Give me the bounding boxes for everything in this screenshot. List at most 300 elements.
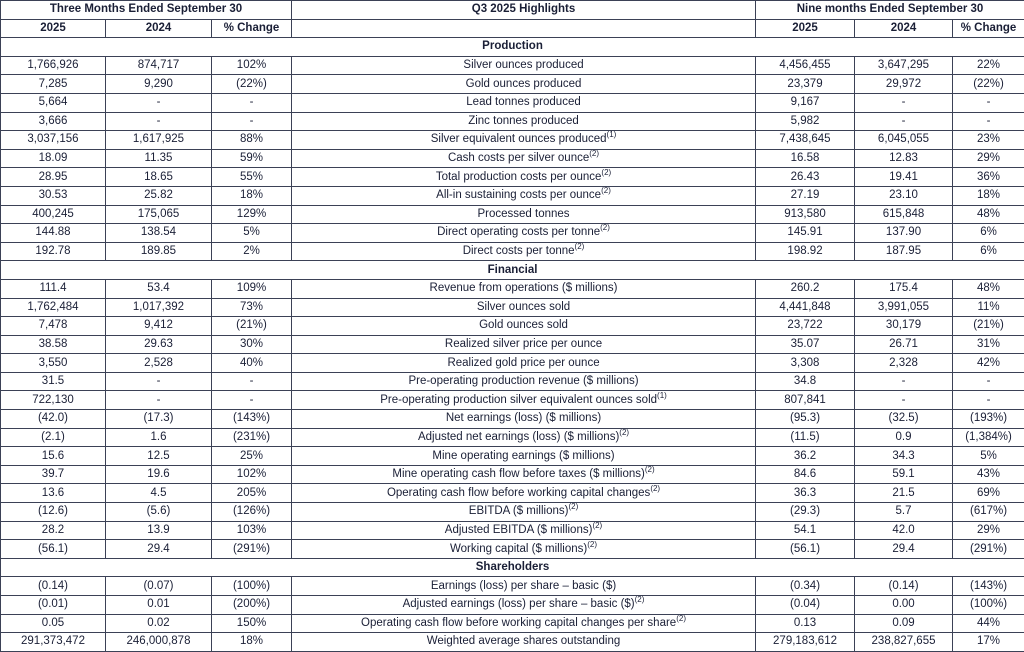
footnote-marker: (2): [650, 484, 660, 493]
metric-label-text: Mine operating cash flow before taxes ($ millions): [392, 468, 644, 480]
nine-month-2024-value: 615,848: [855, 205, 953, 224]
blank-header: [292, 19, 756, 38]
metric-label-text: Operating cash flow before working capital changes per share: [361, 617, 676, 629]
metric-label: [292, 317, 756, 336]
q3-2025-value: 144.88: [1, 224, 106, 243]
table-body: [1, 38, 1024, 652]
nine-month-2024-value: -: [855, 93, 953, 112]
nine-month-change-value: (143%): [953, 577, 1024, 596]
nine-month-2025-value: 36.2: [756, 447, 855, 466]
q3-2025-value: 39.7: [1, 465, 106, 484]
nine-month-change-value: 5%: [953, 447, 1024, 466]
nine-month-2025-value: 34.8: [756, 372, 855, 391]
q3-2024-value: 138.54: [106, 224, 212, 243]
metric-label-text: Direct operating costs per tonne: [437, 226, 600, 238]
metric-label-text: Gold ounces sold: [479, 319, 568, 331]
metric-label: [292, 224, 756, 243]
nine-month-2024-value: 2,328: [855, 354, 953, 373]
nine-month-2025-value: 913,580: [756, 205, 855, 224]
q3-2025-value: 0.05: [1, 614, 106, 633]
nine-month-change-value: -: [953, 372, 1024, 391]
nine-month-2024-value: 6,045,055: [855, 131, 953, 150]
nine-month-change-value: (21%): [953, 317, 1024, 336]
metric-label: [292, 633, 756, 652]
nine-month-change-value: (291%): [953, 540, 1024, 559]
q3-change-value: 30%: [212, 335, 292, 354]
nine-month-2024-value: (0.14): [855, 577, 953, 596]
metric-label-text: Mine operating earnings ($ millions): [432, 450, 614, 462]
nine-month-2024-value: 29.4: [855, 540, 953, 559]
table-row: [1, 112, 1024, 131]
footnote-marker: (2): [592, 521, 602, 530]
metric-label-text: Silver ounces sold: [477, 301, 570, 313]
nine-month-change-value: -: [953, 93, 1024, 112]
nine-month-change-value: -: [953, 112, 1024, 131]
q3-2024-value: 9,412: [106, 317, 212, 336]
metric-label-text: Adjusted net earnings (loss) ($ millions): [418, 431, 619, 443]
q3-2025-value: 31.5: [1, 372, 106, 391]
nine-month-2025-value: (0.34): [756, 577, 855, 596]
q3-change-value: 59%: [212, 149, 292, 168]
nine-month-2024-value: 187.95: [855, 242, 953, 261]
q3-2024-value: (0.07): [106, 577, 212, 596]
nine-month-change-value: 48%: [953, 279, 1024, 298]
q3-change-value: 18%: [212, 633, 292, 652]
q3-change-value: -: [212, 372, 292, 391]
q3-change-value: (126%): [212, 503, 292, 522]
metric-label-text: Working capital ($ millions): [450, 543, 587, 555]
metric-label-text: Realized gold price per ounce: [447, 357, 599, 369]
metric-label-text: Silver equivalent ounces produced: [431, 133, 607, 145]
highlights-header: Q3 2025 Highlights: [292, 1, 756, 20]
q3-2025-value: 15.6: [1, 447, 106, 466]
nine-month-2024-value: -: [855, 112, 953, 131]
q3-change-value: 103%: [212, 521, 292, 540]
nine-month-change-value: 69%: [953, 484, 1024, 503]
nine-month-2025-value: 23,379: [756, 75, 855, 94]
q3-2025-value: 18.09: [1, 149, 106, 168]
nine-month-2024-value: 0.9: [855, 428, 953, 447]
metric-label-text: Silver ounces produced: [463, 59, 583, 71]
q3-change-value: -: [212, 112, 292, 131]
table-row: [1, 596, 1024, 615]
q3-change-value: 5%: [212, 224, 292, 243]
table-row: [1, 317, 1024, 336]
nine-month-2025-value: 260.2: [756, 279, 855, 298]
section-title: Production: [1, 38, 1024, 57]
footnote-marker: (2): [600, 224, 610, 233]
q3-2025-value: (0.14): [1, 577, 106, 596]
metric-label-text: EBITDA ($ millions): [469, 505, 569, 517]
table-row: [1, 484, 1024, 503]
table-row: [1, 56, 1024, 75]
metric-label: [292, 93, 756, 112]
nine-month-2024-value: 12.83: [855, 149, 953, 168]
q-2024-header: 2024: [106, 19, 212, 38]
q3-2024-value: 9,290: [106, 75, 212, 94]
q3-2024-value: 2,528: [106, 354, 212, 373]
nine-month-2025-value: 198.92: [756, 242, 855, 261]
q3-change-value: 40%: [212, 354, 292, 373]
footnote-marker: (2): [619, 428, 629, 437]
metric-label: [292, 391, 756, 410]
n-change-header: % Change: [953, 19, 1024, 38]
nine-month-2025-value: (56.1): [756, 540, 855, 559]
nine-month-2025-value: 145.91: [756, 224, 855, 243]
nine-months-header: Nine months Ended September 30: [756, 1, 1024, 20]
nine-month-2024-value: 59.1: [855, 465, 953, 484]
nine-month-2024-value: (32.5): [855, 410, 953, 429]
metric-label: [292, 131, 756, 150]
nine-month-change-value: 29%: [953, 149, 1024, 168]
footnote-marker: (2): [601, 168, 611, 177]
table-row: [1, 93, 1024, 112]
table-row: [1, 224, 1024, 243]
q3-2024-value: -: [106, 93, 212, 112]
nine-month-2024-value: 30,179: [855, 317, 953, 336]
q3-2025-value: (42.0): [1, 410, 106, 429]
q3-2025-value: 1,766,926: [1, 56, 106, 75]
q3-2025-value: 7,285: [1, 75, 106, 94]
nine-month-change-value: 36%: [953, 168, 1024, 187]
nine-month-2024-value: 21.5: [855, 484, 953, 503]
metric-label: [292, 205, 756, 224]
header-row-periods: [1, 1, 1024, 20]
q3-2024-value: 19.6: [106, 465, 212, 484]
table-row: [1, 410, 1024, 429]
q3-change-value: (291%): [212, 540, 292, 559]
table-row: [1, 298, 1024, 317]
section-row: [1, 261, 1024, 280]
metric-label-text: Adjusted EBITDA ($ millions): [445, 524, 593, 536]
table-row: [1, 428, 1024, 447]
q3-2025-value: (0.01): [1, 596, 106, 615]
metric-label-text: Realized silver price per ounce: [445, 338, 602, 350]
nine-month-2025-value: 4,456,455: [756, 56, 855, 75]
q3-2024-value: 12.5: [106, 447, 212, 466]
q3-2024-value: 0.02: [106, 614, 212, 633]
nine-month-change-value: 42%: [953, 354, 1024, 373]
metric-label: [292, 372, 756, 391]
metric-label: [292, 75, 756, 94]
nine-month-change-value: 48%: [953, 205, 1024, 224]
nine-month-change-value: -: [953, 391, 1024, 410]
table-row: [1, 149, 1024, 168]
footnote-marker: (2): [601, 186, 611, 195]
nine-month-2025-value: 23,722: [756, 317, 855, 336]
nine-month-2025-value: 5,982: [756, 112, 855, 131]
metric-label-text: All-in sustaining costs per ounce: [436, 189, 601, 201]
metric-label: [292, 186, 756, 205]
nine-month-2025-value: 16.58: [756, 149, 855, 168]
q3-2025-value: 13.6: [1, 484, 106, 503]
nine-month-2024-value: 3,647,295: [855, 56, 953, 75]
three-months-header: Three Months Ended September 30: [1, 1, 292, 20]
nine-month-2024-value: 0.00: [855, 596, 953, 615]
nine-month-2024-value: 42.0: [855, 521, 953, 540]
metric-label: [292, 577, 756, 596]
nine-month-2025-value: 807,841: [756, 391, 855, 410]
q3-2025-value: 3,037,156: [1, 131, 106, 150]
footnote-marker: (1): [607, 131, 617, 140]
nine-month-2025-value: 9,167: [756, 93, 855, 112]
section-title: Financial: [1, 261, 1024, 280]
footnote-marker: (2): [589, 149, 599, 158]
q3-change-value: 2%: [212, 242, 292, 261]
q3-2024-value: 11.35: [106, 149, 212, 168]
q3-2025-value: 5,664: [1, 93, 106, 112]
table-row: [1, 354, 1024, 373]
metric-label: [292, 168, 756, 187]
nine-month-2024-value: 175.4: [855, 279, 953, 298]
q3-change-value: (231%): [212, 428, 292, 447]
metric-label-text: Processed tonnes: [477, 208, 569, 220]
metric-label: [292, 540, 756, 559]
table-row: [1, 521, 1024, 540]
q3-change-value: (100%): [212, 577, 292, 596]
q3-2024-value: 0.01: [106, 596, 212, 615]
q3-2025-value: 400,245: [1, 205, 106, 224]
metric-label-text: Operating cash flow before working capital changes: [387, 487, 650, 499]
nine-month-2025-value: 84.6: [756, 465, 855, 484]
table-row: [1, 186, 1024, 205]
nine-month-2024-value: 3,991,055: [855, 298, 953, 317]
q3-2025-value: 38.58: [1, 335, 106, 354]
nine-month-change-value: 6%: [953, 242, 1024, 261]
table-row: [1, 577, 1024, 596]
table-row: [1, 633, 1024, 652]
metric-label: [292, 354, 756, 373]
nine-month-change-value: 18%: [953, 186, 1024, 205]
nine-month-2025-value: (29.3): [756, 503, 855, 522]
table-row: [1, 242, 1024, 261]
q3-change-value: (21%): [212, 317, 292, 336]
q3-2025-value: 3,666: [1, 112, 106, 131]
table-row: [1, 447, 1024, 466]
q-2025-header: 2025: [1, 19, 106, 38]
header-row-years: [1, 19, 1024, 38]
q3-2025-value: 28.95: [1, 168, 106, 187]
footnote-marker: (2): [575, 242, 585, 251]
nine-month-change-value: (100%): [953, 596, 1024, 615]
q3-2024-value: 29.4: [106, 540, 212, 559]
metric-label-text: Adjusted earnings (loss) per share – basic ($): [403, 598, 635, 610]
nine-month-2025-value: 36.3: [756, 484, 855, 503]
q3-change-value: 55%: [212, 168, 292, 187]
q3-2025-value: (2.1): [1, 428, 106, 447]
nine-month-change-value: (193%): [953, 410, 1024, 429]
nine-month-2024-value: 26.71: [855, 335, 953, 354]
q3-change-value: 25%: [212, 447, 292, 466]
q3-change-value: 150%: [212, 614, 292, 633]
q3-change-value: -: [212, 93, 292, 112]
metric-label: [292, 465, 756, 484]
metric-label: [292, 447, 756, 466]
metric-label: [292, 503, 756, 522]
q3-2025-value: 28.2: [1, 521, 106, 540]
nine-month-2025-value: 7,438,645: [756, 131, 855, 150]
q3-change-value: 88%: [212, 131, 292, 150]
nine-month-2024-value: 29,972: [855, 75, 953, 94]
nine-month-2024-value: -: [855, 391, 953, 410]
q3-2024-value: (5.6): [106, 503, 212, 522]
nine-month-change-value: 17%: [953, 633, 1024, 652]
q3-2025-value: 3,550: [1, 354, 106, 373]
q3-2024-value: 53.4: [106, 279, 212, 298]
nine-month-2025-value: 279,183,612: [756, 633, 855, 652]
section-title: Shareholders: [1, 558, 1024, 577]
metric-label: [292, 614, 756, 633]
table-row: [1, 503, 1024, 522]
q3-2024-value: 874,717: [106, 56, 212, 75]
nine-month-change-value: 11%: [953, 298, 1024, 317]
q3-2025-value: 7,478: [1, 317, 106, 336]
metric-label-text: Direct costs per tonne: [463, 245, 575, 257]
nine-month-2025-value: (95.3): [756, 410, 855, 429]
q3-2025-value: 192.78: [1, 242, 106, 261]
nine-month-change-value: (1,384%): [953, 428, 1024, 447]
q3-change-value: (22%): [212, 75, 292, 94]
nine-month-2025-value: 3,308: [756, 354, 855, 373]
q3-2025-value: 111.4: [1, 279, 106, 298]
table-row: [1, 75, 1024, 94]
nine-month-2025-value: 54.1: [756, 521, 855, 540]
table-row: [1, 335, 1024, 354]
nine-month-2025-value: (11.5): [756, 428, 855, 447]
q3-2024-value: 246,000,878: [106, 633, 212, 652]
footnote-marker: (2): [568, 503, 578, 512]
metric-label-text: Pre-operating production revenue ($ millions): [408, 375, 638, 387]
metric-label: [292, 521, 756, 540]
nine-month-change-value: 29%: [953, 521, 1024, 540]
metric-label-text: Earnings (loss) per share – basic ($): [431, 580, 616, 592]
table-header: [1, 1, 1024, 38]
metric-label-text: Pre-operating production silver equivalent ounces sold: [380, 394, 657, 406]
q3-2024-value: 18.65: [106, 168, 212, 187]
section-row: [1, 38, 1024, 57]
q3-2024-value: 175,065: [106, 205, 212, 224]
q3-2025-value: 1,762,484: [1, 298, 106, 317]
q3-2025-value: 30.53: [1, 186, 106, 205]
table-row: [1, 372, 1024, 391]
metric-label-text: Total production costs per ounce: [436, 171, 602, 183]
q3-change-value: 18%: [212, 186, 292, 205]
footnote-marker: (1): [657, 391, 667, 400]
nine-month-2024-value: 5.7: [855, 503, 953, 522]
metric-label: [292, 335, 756, 354]
metric-label: [292, 242, 756, 261]
q3-2024-value: 29.63: [106, 335, 212, 354]
q3-2025-value: (12.6): [1, 503, 106, 522]
nine-month-change-value: 31%: [953, 335, 1024, 354]
nine-month-2024-value: -: [855, 372, 953, 391]
metric-label-text: Lead tonnes produced: [466, 96, 580, 108]
q-change-header: % Change: [212, 19, 292, 38]
nine-month-2025-value: 4,441,848: [756, 298, 855, 317]
table-row: [1, 465, 1024, 484]
q3-change-value: 102%: [212, 465, 292, 484]
footnote-marker: (2): [587, 540, 597, 549]
metric-label-text: Cash costs per silver ounce: [448, 152, 589, 164]
q3-2024-value: 1.6: [106, 428, 212, 447]
nine-month-2025-value: 26.43: [756, 168, 855, 187]
metric-label: [292, 149, 756, 168]
metric-label-text: Gold ounces produced: [466, 78, 582, 90]
q3-change-value: 109%: [212, 279, 292, 298]
table-row: [1, 391, 1024, 410]
footnote-marker: (2): [676, 614, 686, 623]
q3-2024-value: (17.3): [106, 410, 212, 429]
table-row: [1, 131, 1024, 150]
nine-month-change-value: (22%): [953, 75, 1024, 94]
q3-2025-value: (56.1): [1, 540, 106, 559]
nine-month-change-value: 6%: [953, 224, 1024, 243]
metric-label: [292, 112, 756, 131]
table-row: [1, 540, 1024, 559]
q3-2024-value: 25.82: [106, 186, 212, 205]
q3-change-value: -: [212, 391, 292, 410]
table-row: [1, 205, 1024, 224]
section-row: [1, 558, 1024, 577]
metric-label-text: Revenue from operations ($ millions): [430, 282, 618, 294]
footnote-marker: (2): [645, 465, 655, 474]
metric-label-text: Weighted average shares outstanding: [427, 635, 621, 647]
metric-label-text: Zinc tonnes produced: [468, 115, 579, 127]
nine-month-2024-value: 23.10: [855, 186, 953, 205]
nine-month-change-value: (617%): [953, 503, 1024, 522]
table-row: [1, 168, 1024, 187]
metric-label: [292, 279, 756, 298]
q3-change-value: 102%: [212, 56, 292, 75]
q3-2024-value: 1,617,925: [106, 131, 212, 150]
metric-label: [292, 298, 756, 317]
footnote-marker: (2): [635, 596, 645, 605]
table-row: [1, 614, 1024, 633]
q3-change-value: 205%: [212, 484, 292, 503]
nine-month-2024-value: 238,827,655: [855, 633, 953, 652]
nine-month-2025-value: 35.07: [756, 335, 855, 354]
nine-month-change-value: 44%: [953, 614, 1024, 633]
q3-2024-value: 189.85: [106, 242, 212, 261]
metric-label-text: Net earnings (loss) ($ millions): [446, 412, 601, 424]
q3-2025-value: 722,130: [1, 391, 106, 410]
q3-change-value: (200%): [212, 596, 292, 615]
q3-2024-value: 13.9: [106, 521, 212, 540]
metric-label: [292, 596, 756, 615]
nine-month-2025-value: 27.19: [756, 186, 855, 205]
q3-2025-value: 291,373,472: [1, 633, 106, 652]
nine-month-change-value: 22%: [953, 56, 1024, 75]
q3-change-value: 73%: [212, 298, 292, 317]
q3-2024-value: -: [106, 372, 212, 391]
q3-2024-value: -: [106, 391, 212, 410]
metric-label: [292, 484, 756, 503]
q3-2024-value: 1,017,392: [106, 298, 212, 317]
metric-label: [292, 428, 756, 447]
q3-2024-value: 4.5: [106, 484, 212, 503]
nine-month-2024-value: 34.3: [855, 447, 953, 466]
nine-month-2025-value: (0.04): [756, 596, 855, 615]
nine-month-change-value: 23%: [953, 131, 1024, 150]
nine-month-2025-value: 0.13: [756, 614, 855, 633]
nine-month-2024-value: 137.90: [855, 224, 953, 243]
metric-label: [292, 56, 756, 75]
n-2024-header: 2024: [855, 19, 953, 38]
q3-change-value: (143%): [212, 410, 292, 429]
n-2025-header: 2025: [756, 19, 855, 38]
metric-label: [292, 410, 756, 429]
table-row: [1, 279, 1024, 298]
